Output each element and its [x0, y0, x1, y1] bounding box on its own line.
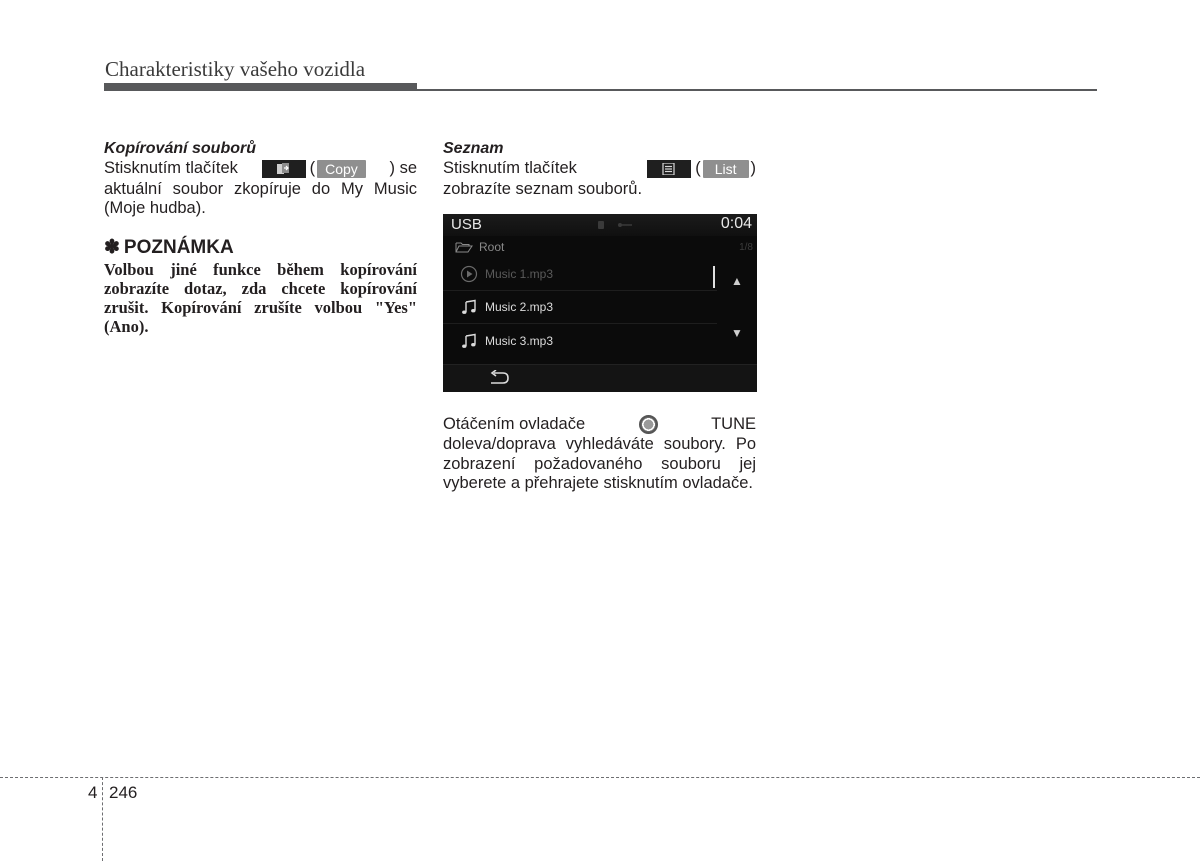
screen-source-label: USB [451, 216, 482, 233]
copy-label-button: Copy [317, 160, 366, 178]
header-rule-thin [104, 89, 1097, 91]
list-close-paren: ) [750, 159, 756, 178]
right-column [443, 139, 756, 199]
copy-buttons-group [262, 159, 366, 179]
copy-icon-button [262, 160, 306, 178]
tune-instruction-line [443, 414, 756, 435]
scroll-down-arrow-icon[interactable]: ▼ [731, 326, 743, 340]
note-heading-label: POZNÁMKA [123, 236, 234, 258]
screen-track-count: 1/8 [739, 242, 753, 253]
tune-knob-icon [639, 415, 658, 434]
play-circle-icon [460, 265, 478, 283]
list-line-start: Stisknutím tlačítek [443, 159, 577, 178]
screen-folder-row [455, 240, 504, 254]
list-description: zobrazíte seznam souborů. [443, 179, 643, 198]
note-text: Volbou jiné funkce během kopírování zobrazíte dotaz, zda chcete kopírování zrušit. Kopírování zrušíte volbou "Yes" (Ano). [104, 260, 417, 336]
list-icon-button [647, 160, 691, 178]
list-open-paren: ( [695, 159, 701, 178]
copy-section-heading: Kopírování souborů [104, 140, 256, 157]
left-column [104, 139, 417, 336]
folder-open-icon [455, 241, 473, 253]
screen-time: 0:04 [720, 215, 752, 232]
music-note-icon [460, 298, 478, 316]
list-item[interactable] [443, 258, 717, 291]
list-item[interactable] [443, 324, 717, 357]
tune-label: TUNE [711, 414, 756, 433]
tune-line-start: Otáčením ovladače [443, 414, 586, 433]
screen-status-bar [443, 214, 757, 236]
tune-paragraph [443, 414, 756, 494]
list-item-label: Music 1.mp3 [485, 267, 554, 281]
note-star-icon: ✽ [104, 236, 120, 258]
footer-dashed-rule [0, 777, 1200, 778]
screen-bottom-bar [443, 364, 757, 392]
copy-description: aktuální soubor zkopíruje do My Music (Moje hudba). [104, 179, 417, 217]
list-buttons-group [647, 159, 756, 179]
list-section-heading: Seznam [443, 140, 504, 157]
tune-description: doleva/doprava vyhledáváte soubory. Po zobrazení požadovaného souboru jej vyberete a přehrajete stisknutím ovladače. [443, 435, 756, 492]
page-header-title: Charakteristiky vašeho vozidla [105, 57, 366, 81]
copy-open-paren: ( [309, 159, 316, 178]
scroll-up-arrow-icon[interactable]: ▲ [731, 274, 743, 288]
usb-status-icon [598, 220, 634, 230]
list-item[interactable] [443, 291, 717, 324]
list-item-label: Music 2.mp3 [485, 300, 554, 314]
list-instruction-line [443, 159, 756, 180]
note-heading [104, 238, 417, 258]
list-label-button: List [703, 160, 749, 178]
music-note-icon [460, 332, 478, 350]
list-icon [662, 163, 675, 175]
list-item-label: Music 3.mp3 [485, 333, 554, 348]
screen-folder-label: Root [479, 240, 505, 254]
footer-dashed-divider [102, 777, 103, 861]
chapter-number: 4 [88, 783, 98, 802]
usb-list-screen [443, 214, 757, 392]
copy-line-end: ) se [389, 159, 417, 178]
copy-instruction-line [104, 159, 417, 180]
page-number: 246 [109, 783, 138, 802]
list-scrollbar[interactable] [713, 266, 715, 288]
copy-line-start: Stisknutím tlačítek [104, 159, 238, 178]
copy-file-icon [277, 163, 290, 175]
back-arrow-icon[interactable] [488, 370, 510, 386]
